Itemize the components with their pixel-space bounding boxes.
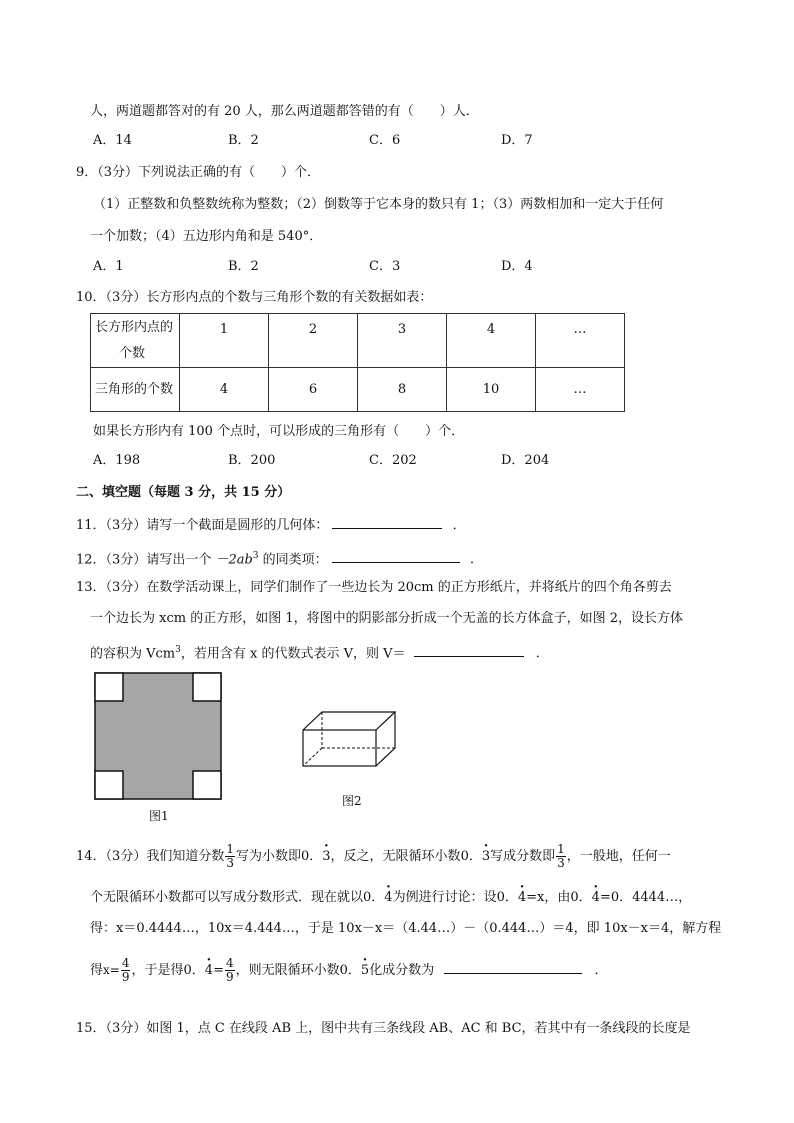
fraction-4-9 (121, 957, 131, 984)
q14-text: ，于是得 (131, 963, 184, 978)
numerator: 4 (121, 956, 130, 970)
decimal-part: 0． (570, 890, 592, 905)
q8-option-b: B．2 (228, 133, 259, 148)
q10-question: 如果长方形内有 100 个点时，可以形成的三角形有（ ）个． (93, 424, 465, 439)
answer-blank[interactable] (444, 961, 582, 974)
table-row (91, 368, 625, 412)
q14-line1 (76, 843, 671, 870)
table-cell: 3 (358, 314, 447, 368)
q9-option-d: D．4 (501, 259, 533, 274)
table-cell: … (536, 314, 625, 368)
fraction-1-3 (225, 843, 235, 870)
repeating-digit: · 4 (384, 889, 392, 907)
q9-option-c: C．3 (369, 259, 401, 274)
table-cell: 4 (180, 368, 269, 412)
q14-text: 得 (90, 963, 104, 978)
q10-option-c: C．202 (369, 453, 417, 468)
q12-text-b: 的同类项： (258, 552, 328, 568)
table-cell: 8 (358, 368, 447, 412)
q13-line2: 一个边长为 xcm 的正方形，如图 1，将图中的阴影部分折成一个无盖的长方体盒子，如图 2，设长方体 (90, 611, 684, 626)
q8-tail-text: 人，两道题都答对的有 20 人，那么两道题都答错的有（ ）人． (90, 104, 479, 119)
row-header-line1: 长方形内点的 (95, 319, 174, 335)
q13-exponent: 3 (175, 645, 181, 655)
numerator: 1 (226, 842, 234, 856)
table-cell: 6 (269, 368, 358, 412)
q14-text: 写为小数即 (235, 849, 301, 864)
q8-option-d: D．7 (501, 133, 533, 148)
decimal-part: 0． (300, 849, 323, 864)
repeating-digit: · 4 (518, 889, 526, 907)
decimal-part: 0． (183, 963, 205, 978)
decimal-part: 0． (460, 849, 482, 864)
q14-text: ，则无限循环小数 (235, 963, 340, 978)
fraction-1-3 (556, 843, 566, 870)
q14-text: 写成分数即 (490, 849, 556, 864)
denominator: 9 (121, 970, 130, 984)
q9-line1: （1）正整数和负整数统称为整数；（2）倒数等于它本身的数只有 1；（3）两数相加和一定大于任何 (93, 197, 664, 212)
fraction-4-9 (225, 957, 235, 984)
q14-end: ． (594, 963, 608, 978)
q12-text-a: 12．（3分）请写出一个 (76, 552, 216, 568)
q8-option-c: C．6 (369, 133, 401, 148)
q9-option-b: B．2 (228, 259, 259, 274)
decimal-part: 0． (363, 890, 385, 905)
q14-text: ，一般地，任何一 (566, 849, 671, 864)
table-row (91, 314, 625, 368)
repeating-digit: · 3 (322, 848, 330, 866)
repeating-digit: · 4 (205, 962, 213, 980)
q9-stem: 9．（3分）下列说法正确的有（ ）个． (76, 165, 321, 180)
q13-line3-a: 的容积为 Vcm (90, 646, 176, 662)
q12-expr: －2ab (215, 552, 253, 568)
q14-text: 为例进行讨论：设 (392, 890, 497, 905)
q14-text: 化成分数为 (369, 963, 435, 978)
q14-x-equals: x= (103, 963, 120, 977)
q15-line1: 15．（3分）如图 1，点 C 在线段 AB 上，图中共有三条线段 AB、AC 和 BC，若其中有一条线段的长度是 (76, 1021, 691, 1036)
figure-2-box (300, 710, 404, 770)
q13-end: ． (535, 646, 549, 662)
q12-line (76, 547, 483, 569)
denominator: 3 (226, 856, 234, 870)
q10-option-a: A．198 (93, 453, 141, 468)
answer-blank[interactable] (332, 550, 460, 563)
denominator: 3 (557, 856, 565, 870)
answer-blank[interactable] (414, 644, 524, 657)
q14-text: = (213, 963, 224, 978)
q9-option-a: A．1 (93, 259, 124, 274)
repeating-digit: · 4 (592, 889, 600, 907)
repeating-digit: · 3 (482, 848, 490, 866)
q10-option-b: B．200 (228, 453, 276, 468)
numerator: 4 (225, 956, 234, 970)
q10-data-table (90, 313, 625, 412)
q14-text: =0．4444…， (599, 890, 692, 905)
q12-end: ． (469, 552, 483, 568)
q14-text: 个无限循环小数都可以写成分数形式．现在就以 (90, 890, 364, 905)
q8-option-a: A．14 (93, 133, 132, 148)
numerator: 1 (557, 842, 565, 856)
q14-text: ，反之，无限循环小数 (330, 849, 461, 864)
decimal-part: 0． (339, 963, 361, 978)
q14-text: 14．（3分）我们知道分数 (76, 849, 225, 864)
q13-line3 (90, 641, 549, 663)
decimal-part: 0． (496, 890, 518, 905)
q11-end: ． (452, 518, 466, 533)
answer-blank[interactable] (332, 516, 442, 529)
table-cell: 1 (180, 314, 269, 368)
q10-option-d: D．204 (501, 453, 550, 468)
q14-line4 (90, 957, 608, 984)
table-cell: 2 (269, 314, 358, 368)
q10-stem: 10．（3分）长方形内点的个数与三角形个数的有关数据如表： (76, 290, 433, 305)
table-cell: 10 (447, 368, 536, 412)
table-row-header (91, 314, 180, 368)
table-row-header: 三角形的个数 (91, 368, 180, 412)
q14-line3: 得：x＝0.4444…，10x＝4.444…，于是 10x－x＝（4.44…）－（0.444…）＝4，即 10x－x＝4，解方程 (90, 921, 722, 936)
section-title: 二、填空题（每题 3 分，共 15 分） (76, 485, 291, 500)
denominator: 9 (225, 970, 234, 984)
figure-1-caption: 图1 (149, 809, 169, 823)
q11-line (76, 516, 466, 535)
table-cell: 4 (447, 314, 536, 368)
q13-line1: 13．（3分）在数学活动课上，同学们制作了一些边长为 20cm 的正方形纸片，并将纸片的四个角各剪去 (76, 580, 672, 595)
q12-exponent: 3 (252, 551, 259, 561)
q9-line2: 一个加数；（4）五边形内角和是 540°． (90, 229, 323, 244)
q14-text: =x，由 (526, 890, 571, 905)
q13-line3-b: ，若用含有 x 的代数式表示 V，则 V＝ (180, 646, 406, 662)
row-header-line2: 个数 (119, 345, 146, 361)
figure-2-caption: 图2 (342, 794, 362, 808)
figure-1-square (94, 672, 222, 800)
q14-line2 (90, 889, 691, 907)
q11-text: 11．（3分）请写一个截面是圆形的几何体： (76, 518, 329, 533)
table-cell: … (536, 368, 625, 412)
repeating-digit: · 5 (361, 962, 369, 980)
